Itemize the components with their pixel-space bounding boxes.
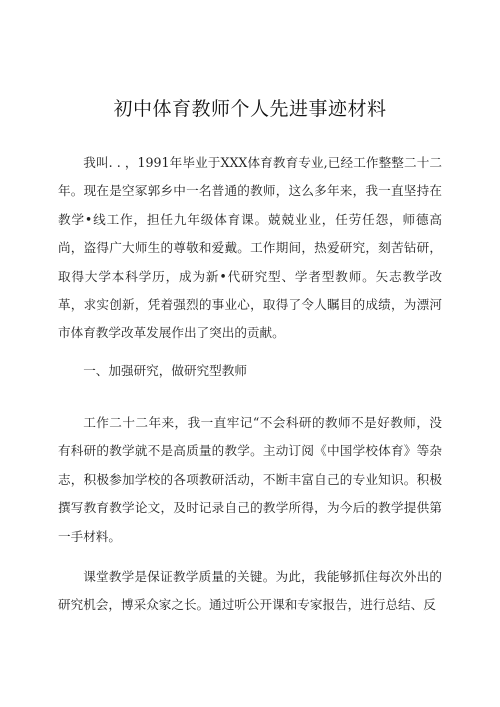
document-title: 初中体育教师个人先进事迹材料 (113, 98, 387, 120)
classroom-paragraph: 课堂教学是保证教学质量的关键。为此，我能够抓住每次外出的研究机会，博采众家之长。通过听公开课和专家报告，进行总结、反 (58, 569, 442, 613)
intro-paragraph: 我叫. . ，1991年毕业于XXX体育教育专业,已经工作整整二十二年。现在是空冢郭乡中一名普通的教师，这么多年来，我一直坚持在教学•线工作，担任九年级体育课。兢兢业业，任劳任怨，师德高尚，盗得广大师生的尊敬和爱戴。工作期间，热爱研究，刻苦钻研，取得大学本科学历，成为新•代研究型、学者型教师。矢志教学改革，求实创新，凭着强烈的事业心，取得了令人瞩目的成绩，为漂河市体育教学改革发展作出了突出的贡献。 (58, 155, 442, 341)
section-heading: 一、加强研究，做研究型教师 (83, 363, 247, 378)
research-paragraph: 工作二十二年来，我一直牢记“不会科研的教师不是好教师，没有科研的教学就不是高质量的教学。主动订阅《中国学校体育》等杂志，积极参加学校的各项教研活动，不断丰富自己的专业知识。积极撰写教育教学论文，及时记录自己的教学所得，为今后的教学提供第一手材料。 (58, 415, 442, 544)
